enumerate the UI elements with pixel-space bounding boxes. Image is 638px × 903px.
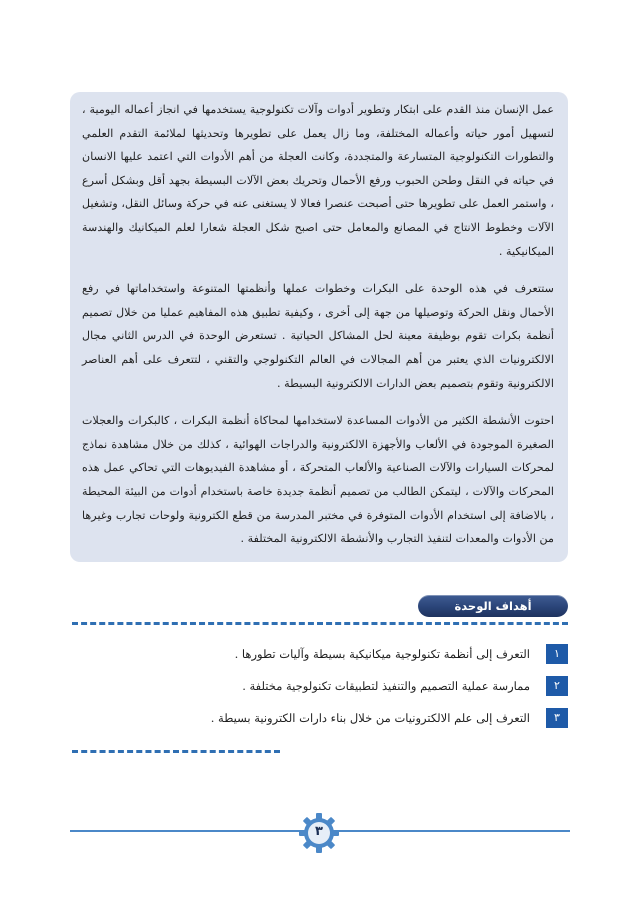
footer-line-right [338, 830, 570, 832]
goals-top-divider [72, 622, 568, 625]
goal-item-2 [128, 676, 568, 696]
intro-paragraph-3: احتوت الأنشطة الكثير من الأدوات المساعدة لاستخدامها لمحاكاة أنظمة البكرات ، كالبكرات والعجلات الصغيرة الموجودة في الألعاب والأجهزة الالكترونية والدراجات الهوائية ، كذلك من خلال مشاهدة نماذج لمحركات السيارات والآلات الصناعية والألعاب المتحركة ، أو مشاهدة الفيديوهات التي تحاكي عمل هذه المحركات والآلات ، ليتمكن الطالب من تصميم أنظمة جديدة خاصة باستخدام أدوات من البيئة المحيطة ، بالاضافة إلى استخدام الأدوات المتوفرة في مختبر المدرسة من قطع الكترونية ولوحات تجارب وغيرها من الأدوات والمعدات لتنفيذ التجارب والأنشطة الالكترونية المختلفة . [82, 414, 554, 546]
goal-text: ممارسة عملية التصميم والتنفيذ لتطبيقات تكنولوجية مختلفة . [242, 679, 530, 693]
footer-line-left [70, 830, 302, 832]
goal-number-badge: ٢ [546, 676, 568, 696]
goal-number-badge: ١ [546, 644, 568, 664]
intro-panel [70, 92, 568, 562]
goal-item-3 [128, 708, 568, 728]
goals-heading: أهداف الوحدة [418, 595, 568, 617]
goal-item-1 [128, 644, 568, 664]
goals-bottom-divider [72, 750, 280, 753]
goals-list [128, 644, 568, 740]
intro-paragraph-1: عمل الإنسان منذ القدم على ابتكار وتطوير أدوات وآلات تكنولوجية يستخدمها في انجاز أعماله اليومية ، لتسهيل أمور حياته وأعماله المختلفة، وما زال يعمل على تطويرها وتحديثها لملائمة التقدم العلمي والتطورات التكنولوجية المتسارعة والمتجددة، وكانت العجلة من أهم الأدوات التي اعتمد عليها الانسان في حياته في النقل وطحن الحبوب ورفع الأحمال وتحريك بعض الآلات البسيطة بجهد أقل وبشكل أسرع ، واستمر العمل على تطويرها حتى أصبحت عنصرا فعالا لا يستغنى عنه في حركة وسائل النقل، وتشغيل الآلات وخطوط الانتاج في المصانع والمعامل حتى اصبح شكل العجلة شعارا لعلم الميكانيك والهندسة الميكانيكية . [82, 103, 554, 258]
page-number: ٣ [315, 824, 323, 839]
goal-text: التعرف إلى علم الالكترونيات من خلال بناء دارات الكترونية بسيطة . [210, 711, 530, 725]
intro-paragraph-2: ستتعرف في هذه الوحدة على البكرات وخطوات عملها وأنظمتها المتنوعة واستخداماتها في رفع الأحمال ونقل الحركة وتوصيلها من جهة إلى أخرى ، وكيفية تطبيق هذه المفاهيم عمليا من خلال تصميم أنظمة بكرات تقوم بوظيفة معينة لحل المشاكل الحياتية . تستعرض الوحدة في الدرس الثاني مجال الالكترونيات الذي يعتبر من أهم المجالات في العالم التكنولوجي والتقني ، لتتعرف على أهم العناصر الالكترونية وتقوم بتصميم بعض الدارات الالكترونية البسيطة . [82, 282, 554, 390]
goal-text: التعرف إلى أنظمة تكنولوجية ميكانيكية بسيطة وآليات تطورها . [234, 647, 530, 661]
goal-number-badge: ٣ [546, 708, 568, 728]
